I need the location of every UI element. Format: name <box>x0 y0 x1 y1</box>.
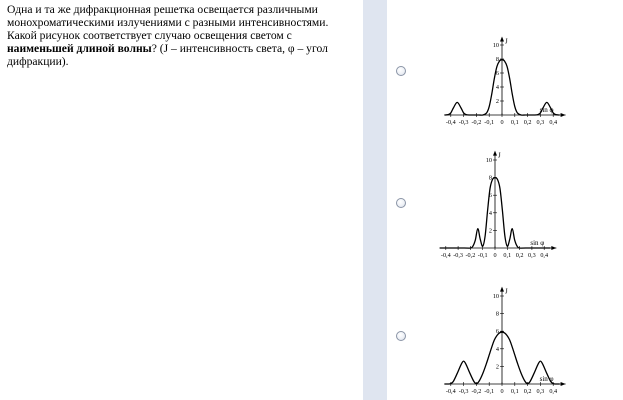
x-tick-label: 0,4 <box>540 252 549 259</box>
y-tick-label: 8 <box>495 310 499 318</box>
diffraction-plot-2 <box>415 145 615 261</box>
y-axis-label: J <box>498 151 501 160</box>
question-text-bold: наименьшей длиной волны <box>7 42 152 55</box>
x-axis-label: sin φ <box>539 106 554 114</box>
x-axis-label: sin φ <box>539 375 554 383</box>
y-tick-label: 8 <box>488 174 492 182</box>
diffraction-plot-3 <box>415 283 615 397</box>
x-tick-label: -0,1 <box>484 388 495 395</box>
y-tick-label: 10 <box>485 157 492 164</box>
y-tick-label: 4 <box>495 345 499 353</box>
x-tick-label: -0,3 <box>453 252 463 259</box>
answer-radio-3[interactable] <box>396 331 406 341</box>
x-tick-label: 0,2 <box>523 388 532 395</box>
question-text <box>7 3 357 68</box>
x-tick-label: -0,4 <box>445 388 456 395</box>
x-axis-arrow <box>561 113 566 117</box>
x-tick-label: -0,1 <box>477 252 488 259</box>
y-axis-label: J <box>505 37 508 46</box>
y-axis-arrow <box>500 37 504 42</box>
x-tick-label: -0,1 <box>484 119 495 126</box>
y-tick-label: 2 <box>488 227 492 235</box>
x-tick-label: 0 <box>500 388 504 395</box>
answer-radio-1[interactable] <box>396 66 406 76</box>
question-text-after: ? (J – интенсивность света, φ – угол дифракции). <box>7 42 328 68</box>
x-axis-arrow <box>551 246 556 250</box>
x-tick-label: 0,4 <box>549 388 558 395</box>
y-tick-label: 6 <box>495 70 499 77</box>
x-tick-label: -0,2 <box>471 119 482 126</box>
x-tick-label: 0 <box>500 119 504 126</box>
x-axis-arrow <box>561 382 566 386</box>
y-axis-label: J <box>505 287 508 296</box>
y-tick-label: 4 <box>495 84 499 91</box>
y-tick-label: 10 <box>492 42 499 49</box>
y-tick-label: 6 <box>495 328 499 336</box>
x-tick-label: -0,3 <box>458 388 469 395</box>
y-axis-arrow <box>493 151 497 156</box>
x-tick-label: -0,4 <box>440 252 451 259</box>
x-tick-label: -0,4 <box>445 119 456 126</box>
x-tick-label: 0,3 <box>536 388 545 395</box>
y-tick-label: 4 <box>488 209 492 217</box>
x-tick-label: -0,2 <box>465 252 476 259</box>
diffraction-plot-1 <box>415 15 615 127</box>
y-tick-label: 8 <box>495 56 499 63</box>
x-tick-label: 0,2 <box>515 252 524 259</box>
x-tick-label: 0,2 <box>523 119 532 126</box>
y-tick-label: 10 <box>492 293 499 300</box>
y-tick-label: 2 <box>495 98 499 105</box>
y-axis-arrow <box>500 287 504 292</box>
x-tick-label: -0,3 <box>458 119 469 126</box>
answer-radio-2[interactable] <box>396 198 406 208</box>
x-tick-label: 0 <box>493 252 497 259</box>
x-tick-label: 0,1 <box>510 119 519 126</box>
y-tick-label: 2 <box>495 363 499 371</box>
x-tick-label: 0,3 <box>536 119 545 126</box>
x-axis-label: sin φ <box>530 239 545 247</box>
x-tick-label: 0,1 <box>510 388 519 395</box>
x-tick-label: -0,2 <box>471 388 482 395</box>
x-tick-label: 0,3 <box>528 252 536 259</box>
y-tick-label: 6 <box>488 192 492 200</box>
x-tick-label: 0,1 <box>503 252 512 259</box>
panel-divider <box>363 0 387 400</box>
x-tick-label: 0,4 <box>549 119 558 126</box>
question-text-before: Одна и та же дифракционная решетка освещается различными монохроматическими излучениями с разными интенсивностями. Какой рисунок соответствует случаю освещения светом с <box>7 3 329 42</box>
